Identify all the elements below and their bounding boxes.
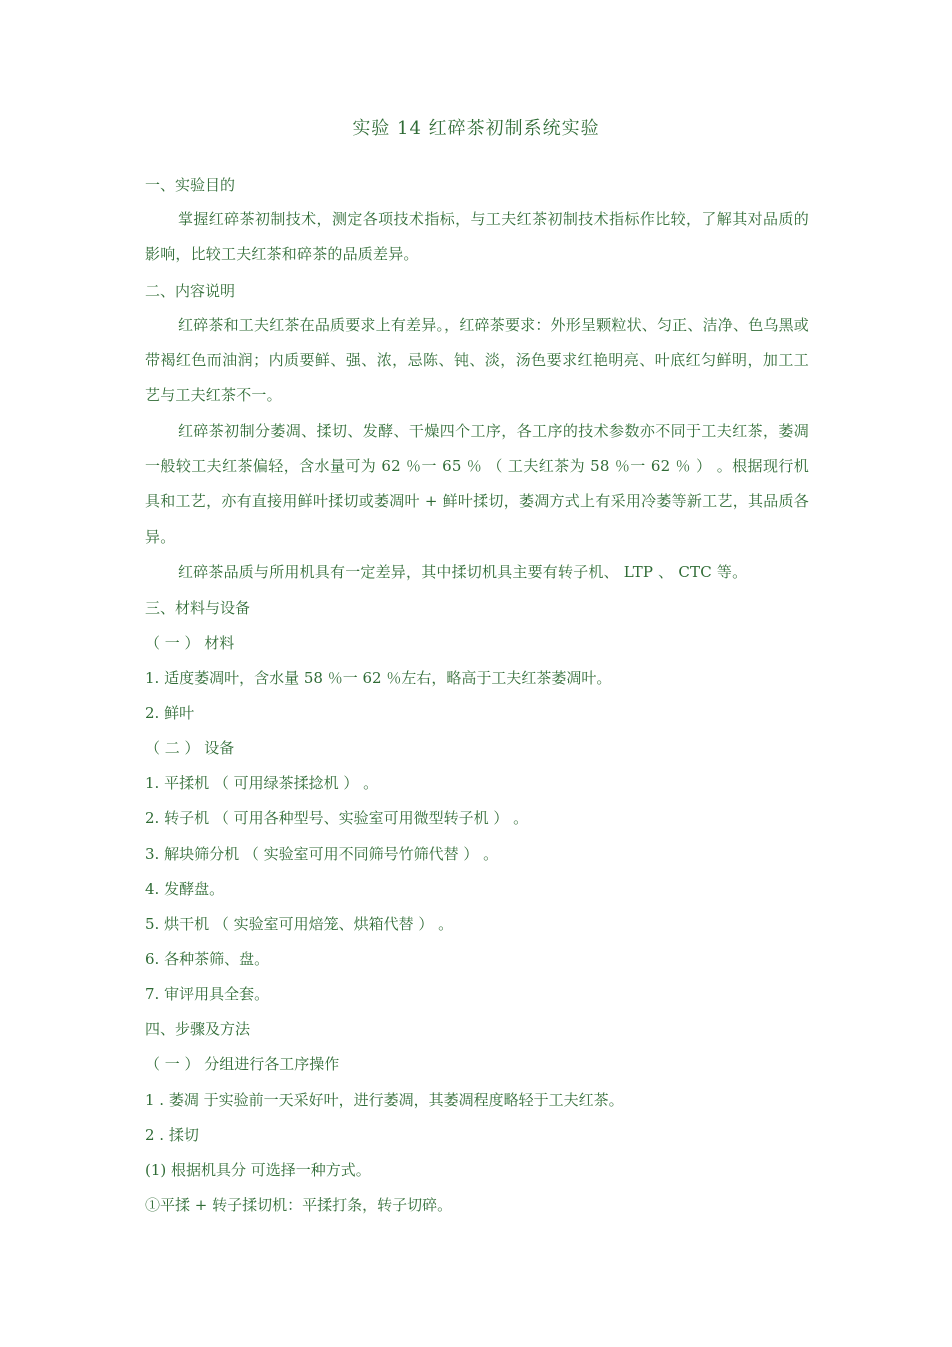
section-heading-content: 二、内容说明 [145, 282, 236, 300]
list-item: 1. 平揉机 （ 可用绿茶揉捻机 ） 。 [145, 774, 379, 792]
list-item: 2 . 揉切 [145, 1126, 199, 1144]
subheading-equipment: （ 二 ） 设备 [145, 739, 235, 757]
subheading-group-operations: （ 一 ） 分组进行各工序操作 [145, 1055, 340, 1073]
list-item: 6. 各种茶筛、盘。 [145, 950, 270, 968]
list-item: 2. 转子机 （ 可用各种型号、实验室可用微型转子机 ） 。 [145, 809, 529, 827]
section-heading-purpose: 一、实验目的 [145, 176, 236, 194]
list-item: 5. 烘干机 （ 实验室可用焙笼、烘箱代替 ） 。 [145, 915, 454, 933]
section-heading-materials-equipment: 三、材料与设备 [145, 599, 251, 617]
subheading-materials: （ 一 ） 材料 [145, 634, 235, 652]
list-item: 7. 审评用具全套。 [145, 985, 270, 1003]
content-paragraph-3: 红碎茶品质与所用机具有一定差异，其中揉切机具主要有转子机、 LTP 、 CTC 等。 [178, 563, 748, 581]
content-paragraph-2: 红碎茶初制分萎凋、揉切、发酵、干燥四个工序，各工序的技术参数亦不同于工夫红茶，萎凋一般较工夫红茶偏轻，含水量可为 62 ％一 65 ％ （ 工夫红茶为 58 ％一 62 ％ ） 。根据现行机具和工艺，亦有直接用鲜叶揉切或萎凋叶 + 鲜叶揉切，萎凋方式上有采用冷萎等新工艺，其品质各异。 [145, 422, 809, 546]
content-paragraph-1: 红碎茶和工夫红茶在品质要求上有差异。，红碎茶要求：外形呈颗粒状、匀正、洁净、色乌黑或带褐红色而油润；内质要鲜、强、浓，忌陈、钝、淡，汤色要求红艳明亮、叶底红匀鲜明，加工工艺与工夫红茶不一。 [145, 316, 809, 405]
list-item: 4. 发酵盘。 [145, 880, 225, 898]
list-item: 3. 解块筛分机 （ 实验室可用不同筛号竹筛代替 ） 。 [145, 845, 499, 863]
section-heading-steps: 四、步骤及方法 [145, 1020, 251, 1038]
purpose-paragraph: 掌握红碎茶初制技术，测定各项技术指标，与工夫红茶初制技术指标作比较，了解其对品质的影响，比较工夫红茶和碎茶的品质差异。 [145, 210, 809, 264]
list-item: (1) 根据机具分 可选择一种方式。 [145, 1161, 371, 1179]
list-item: 1. 适度萎凋叶，含水量 58 ％一 62 ％左右，略高于工夫红茶萎凋叶。 [145, 669, 612, 687]
list-item: 2. 鲜叶 [145, 704, 195, 722]
document-title: 实验 14 红碎茶初制系统实验 [352, 118, 600, 139]
list-item: ①平揉 + 转子揉切机：平揉打条，转子切碎。 [145, 1196, 453, 1214]
list-item: 1 . 萎凋 于实验前一天采好叶，进行萎凋，其萎凋程度略轻于工夫红茶。 [145, 1091, 624, 1109]
